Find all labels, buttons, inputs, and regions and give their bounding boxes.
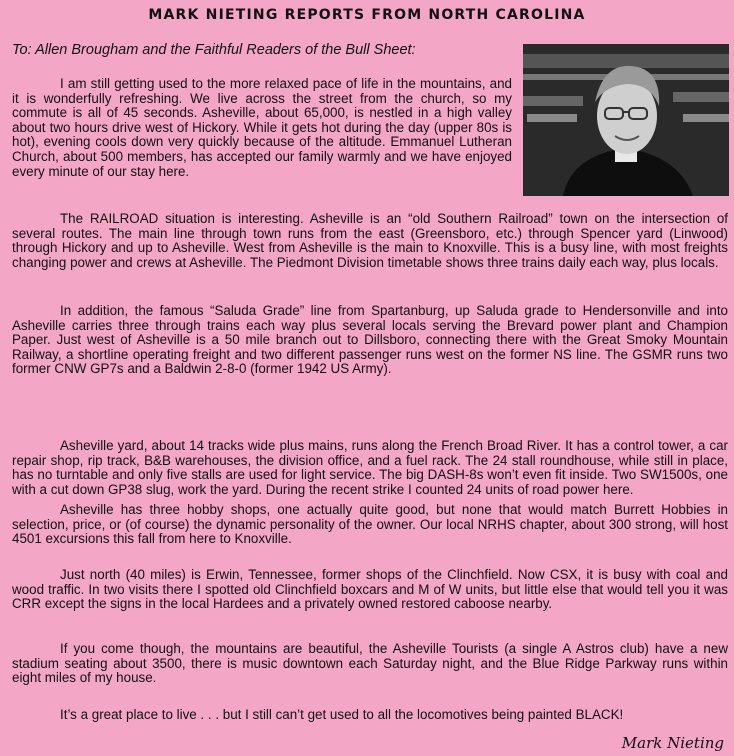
paragraph-saluda-grade: In addition, the famous “Saluda Grade” line from Spartanburg, up Saluda grade to Hendersonville and into Asheville carries three through trains each way plus several locals serving the Brevard power plant and Champion Paper. Just west of Asheville is a 50 mile branch out to Dillsboro, connecting there with the Great Smoky Mountain Railway, a shortline operating freight and two different passenger runs west on the former NS line. The GSMR runs two former CNW GP7s and a Baldwin 2-8-0 (former 1942 US Army). — [12, 303, 728, 377]
paragraph-hobby-shops: Asheville has three hobby shops, one actually quite good, but none that would match Burrett Hobbies in selection, price, or (of course) the dynamic personality of the owner. Our local NRHS chapter, about 300 strong, will host 4501 excursions this fall from here to Knoxville. — [12, 502, 728, 547]
paragraph-erwin: Just north (40 miles) is Erwin, Tennessee, former shops of the Clinchfield. Now CSX, it is busy with coal and wood traffic. In two visits there I spotted old Clinchfield boxcars and M of W units, but little else that would tell you it was CRR except the signs in the local Hardees and a privately owned restored caboose nearby. — [12, 567, 728, 612]
signature: Mark Nieting — [621, 734, 724, 752]
paragraph-railroad: The RAILROAD situation is interesting. Asheville is an “old Southern Railroad” town on the intersection of several routes. The main line through town runs from the east (Greensboro, etc.) through Spencer yard (Linwood) through Hickory and up to Asheville. West from Asheville is the main to Knoxville. This is a busy line, with most freights changing power and crews at Asheville. The Piedmont Division timetable shows three trains daily each way, plus locals. — [12, 211, 728, 270]
paragraph-yard: Asheville yard, about 14 tracks wide plus mains, runs along the French Broad River. It has a control tower, a car repair shop, rip track, B&B warehouses, the division office, and a fuel rack. The 24 stall roundhouse, while still in place, has no turntable and only five stalls are used for light service. The big DASH-8s won’t even fit inside. Two SW1500s, one with a cut down GP38 slug, work the yard. During the recent strike I counted 24 units of road power here. — [12, 438, 728, 497]
article-title: MARK NIETING REPORTS FROM NORTH CAROLINA — [148, 7, 586, 23]
paragraph-closing: It’s a great place to live . . . but I still can’t get used to all the locomotives being painted BLACK! — [60, 707, 624, 722]
author-photo — [523, 44, 729, 196]
paragraph-mountains: If you come though, the mountains are beautiful, the Asheville Tourists (a single A Astros club) have a new stadium seating about 3500, there is music downtown each Saturday night, and the Blue Ridge Parkway runs within eight miles of my house. — [12, 641, 728, 686]
salutation: To: Allen Brougham and the Faithful Readers of the Bull Sheet: — [12, 42, 416, 58]
paragraph-intro: I am still getting used to the more relaxed pace of life in the mountains, and it is wonderfully refreshing. We live across the street from the church, so my commute is all of 45 seconds. Asheville, about 65,000, is nestled in a high valley about two hours drive west of Hickory. While it gets hot during the day (upper 80s is hot), evening cools down very quickly because of the altitude. Emmanuel Lutheran Church, about 500 members, has accepted our family warmly and we have enjoyed every minute of our stay here. — [12, 76, 512, 179]
